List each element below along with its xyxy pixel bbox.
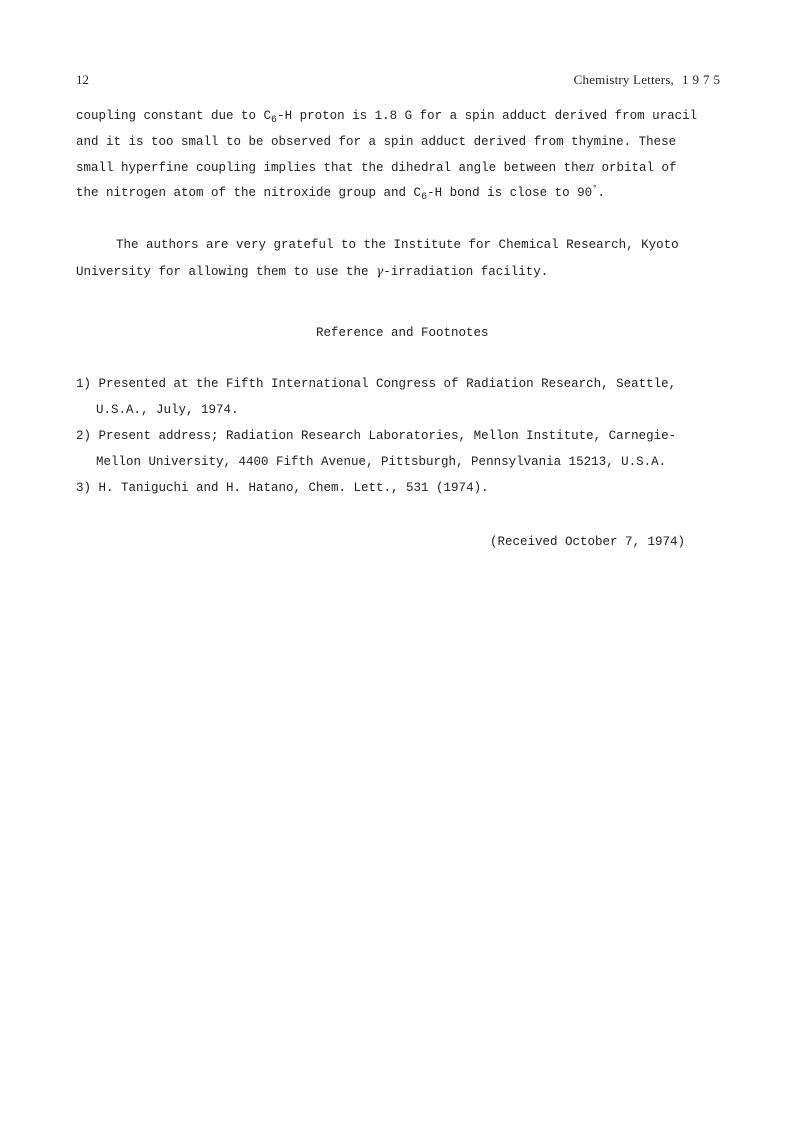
degree-symbol: °: [592, 184, 598, 194]
paragraph-1-line-2: and it is too small to be observed for a spin adduct derived from thymine. These: [76, 135, 677, 149]
journal-running-head: [574, 72, 724, 88]
reference-1-line-1: 1) Presented at the Fifth International Congress of Radiation Research, Seattle,: [76, 377, 677, 391]
paragraph-1-line-3: small hyperfine coupling implies that the dihedral angle between theπ orbital of: [76, 160, 677, 175]
paragraph-1-line-1: coupling constant due to $C_6-H$ proton is 1.8 G for a spin adduct derived from uracil: [76, 109, 698, 126]
reference-1-line-2: U.S.A., July, 1974.: [96, 403, 239, 417]
reference-2-line-2: Mellon University, 4400 Fifth Avenue, Pittsburgh, Pennsylvania 15213, U.S.A.: [96, 455, 667, 469]
pi-symbol: π: [586, 160, 594, 174]
page-number: 12: [76, 72, 89, 87]
journal-name: Chemistry Letters,: [573, 72, 674, 87]
received-date: (Received October 7, 1974): [490, 535, 686, 549]
paragraph-1-line-4: the nitrogen atom of the nitroxide group and $C_6-H$ bond is close to 90°.: [76, 184, 606, 203]
subscript-six: 6: [421, 192, 428, 203]
subscript-six: 6: [271, 115, 278, 126]
journal-year: 1975: [682, 72, 724, 87]
paragraph-2-line-2: University for allowing them to use the γ-irradiation facility.: [76, 264, 549, 279]
references-title: Reference and Footnotes: [316, 326, 489, 340]
gamma-symbol: γ: [376, 264, 384, 278]
page-header: [74, 72, 724, 92]
reference-3-line-1: 3) H. Taniguchi and H. Hatano, Chem. Lett., 531 (1974).: [76, 481, 489, 495]
paragraph-2-line-1: The authors are very grateful to the Institute for Chemical Research, Kyoto: [116, 238, 679, 252]
reference-2-line-1: 2) Present address; Radiation Research Laboratories, Mellon Institute, Carnegie-: [76, 429, 677, 443]
